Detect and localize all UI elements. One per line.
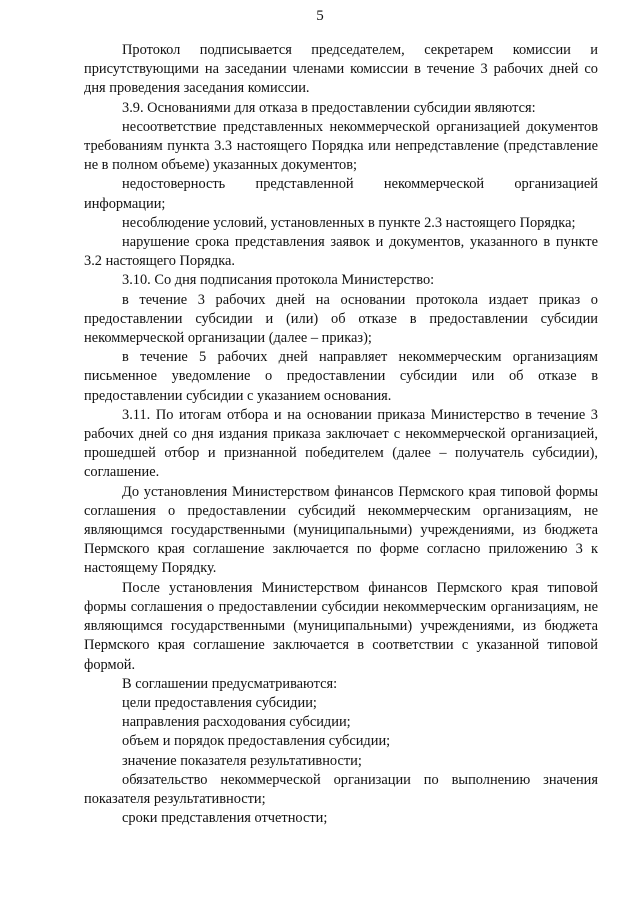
- page-number: 5: [316, 8, 324, 24]
- list-item-spending-directions: направления расходования субсидии;: [122, 714, 351, 731]
- list-item-obligation: обязательство некоммерческой организации по выполнению значения показателя результативности;: [84, 771, 598, 807]
- paragraph-3-11-agreement: 3.11. По итогам отбора и на основании приказа Министерство в течение 3 рабочих дней со дня издания приказа заключает с некоммерческой организацией, прошедшей отбор и признанной победителем (далее – получатель субсидии), соглашение.: [84, 406, 598, 481]
- paragraph-before-standard-form: До установления Министерством финансов Пермского края типовой формы соглашения о предоставлении субсидий некоммерческим организациям, не являющимся государственными (муниципальными) учреждениями, из бюджета Пермского края соглашение заключается по форме согласно приложению 3 к настоящему Порядку.: [84, 483, 598, 577]
- list-item-performance-indicator: значение показателя результативности;: [122, 752, 362, 769]
- document-body: [84, 41, 598, 828]
- paragraph-protocol-signing: Протокол подписывается председателем, секретарем комиссии и присутствующими на заседании членами комиссии в течение 3 рабочих дней со дня проведения заседания комиссии.: [84, 42, 598, 97]
- paragraph-unreliability: недостоверность представленной некоммерческой организацией информации;: [84, 176, 598, 212]
- paragraph-after-standard-form: После установления Министерством финансов Пермского края типовой формы соглашения о предоставлении субсидии некоммерческим организациям, не являющимся государственными (муниципальными) учреждениями, из бюджета Пермского края соглашение заключается в соответствии с указанной типовой формой.: [84, 579, 598, 673]
- paragraph-3-10-ministry: 3.10. Со дня подписания протокола Министерство:: [122, 272, 435, 289]
- list-item-purposes: цели предоставления субсидии;: [122, 694, 317, 711]
- paragraph-agreement-provisions: В соглашении предусматриваются:: [122, 675, 338, 692]
- paragraph-deadline-violation: нарушение срока представления заявок и документов, указанного в пункте 3.2 настоящего Порядка.: [84, 234, 598, 270]
- paragraph-noncompliance: несоответствие представленных некоммерческой организацией документов требованиям пункта 3.3 настоящего Порядка или непредставление (представление не в полном объеме) указанных документов;: [84, 118, 598, 174]
- paragraph-order-issuing: в течение 3 рабочих дней на основании протокола издает приказ о предоставлении субсидии и (или) об отказе в предоставлении субсидии некоммерческой организации (далее – приказ);: [84, 291, 598, 347]
- paragraph-3-9-refusal-grounds: 3.9. Основаниями для отказа в предоставлении субсидии являются:: [122, 99, 536, 116]
- paragraph-conditions-failure: несоблюдение условий, установленных в пункте 2.3 настоящего Порядка;: [122, 214, 576, 231]
- list-item-reporting-deadlines: сроки представления отчетности;: [122, 810, 328, 827]
- paragraph-notification: в течение 5 рабочих дней направляет некоммерческим организациям письменное уведомление о предоставлении субсидии или об отказе в предоставлении субсидии с указанием основания.: [84, 349, 598, 404]
- list-item-amount-procedure: объем и порядок предоставления субсидии;: [122, 733, 391, 750]
